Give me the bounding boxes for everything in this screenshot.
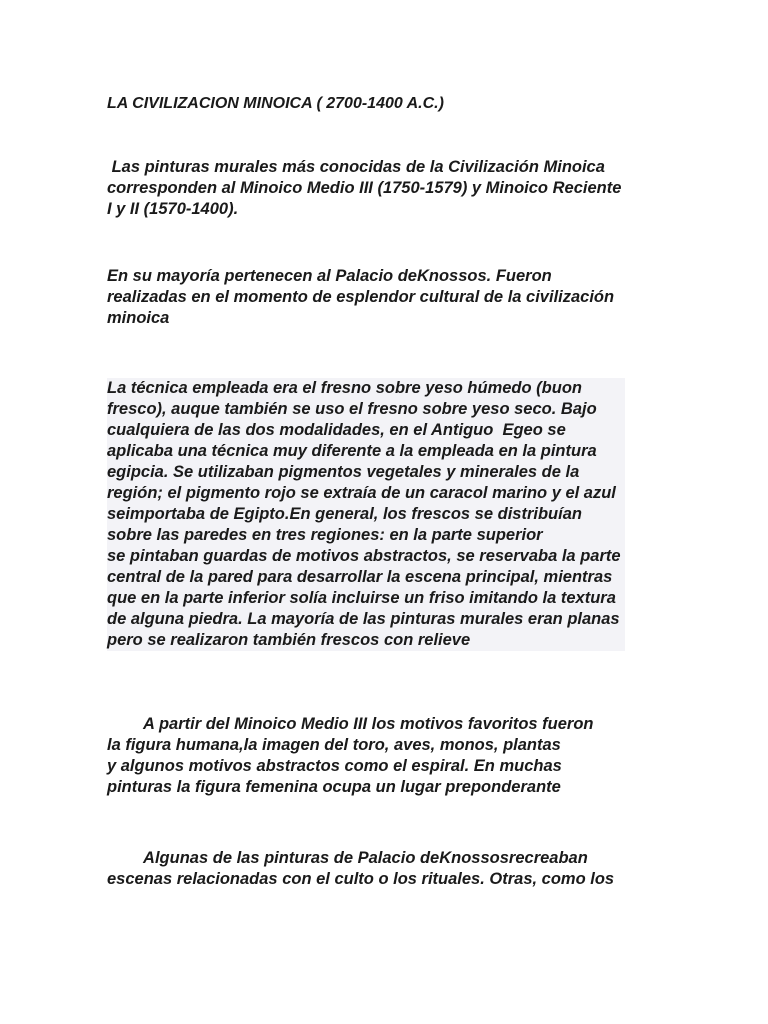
- paragraph-line: y algunos motivos abstractos como el espiral. En muchas: [107, 757, 562, 775]
- paragraph-line: En su mayoría pertenecen al Palacio deKnossos. Fueron: [107, 267, 552, 285]
- paragraph-3: [107, 378, 625, 651]
- paragraph-line: región; el pigmento rojo se extraía de un caracol marino y el azul: [107, 484, 616, 502]
- paragraph-line: de alguna piedra. La mayoría de las pinturas murales eran planas: [107, 610, 620, 628]
- paragraph-line: la figura humana,la imagen del toro, aves, monos, plantas: [107, 736, 561, 754]
- paragraph-line: cualquiera de las dos modalidades, en el Antiguo Egeo se: [107, 421, 566, 439]
- paragraph-line: La técnica empleada era el fresno sobre yeso húmedo (buon: [107, 379, 582, 397]
- paragraph-line: pinturas la figura femenina ocupa un lugar preponderante: [107, 778, 561, 796]
- paragraph-line: aplicaba una técnica muy diferente a la empleada en la pintura: [107, 442, 597, 460]
- paragraph-line: sobre las paredes en tres regiones: en la parte superior: [107, 526, 543, 544]
- paragraph-line: egipcia. Se utilizaban pigmentos vegetales y minerales de la: [107, 463, 580, 481]
- paragraph-line: central de la pared para desarrollar la escena principal, mientras: [107, 568, 613, 586]
- paragraph-line: I y II (1570-1400).: [107, 200, 239, 218]
- paragraph-line: seimportaba de Egipto.En general, los frescos se distribuían: [107, 505, 582, 523]
- paragraph-line: Algunas de las pinturas de Palacio deKnossosrecreaban: [107, 849, 588, 867]
- paragraph-5: [107, 848, 614, 890]
- document-title: [107, 93, 444, 114]
- paragraph-line: corresponden al Minoico Medio III (1750-1579) y Minoico Reciente: [107, 179, 622, 197]
- paragraph-1: [107, 157, 621, 220]
- title-text: LA CIVILIZACION MINOICA ( 2700-1400 A.C.): [107, 95, 444, 112]
- paragraph-line: fresco), auque también se uso el fresno sobre yeso seco. Bajo: [107, 400, 597, 418]
- paragraph-line: se pintaban guardas de motivos abstractos, se reservaba la parte: [107, 547, 621, 565]
- paragraph-line: que en la parte inferior solía incluirse un friso imitando la textura: [107, 589, 616, 607]
- paragraph-4: [107, 714, 594, 798]
- paragraph-line: minoica: [107, 309, 170, 327]
- paragraph-line: pero se realizaron también frescos con relieve: [107, 631, 471, 649]
- paragraph-line: escenas relacionadas con el culto o los rituales. Otras, como los: [107, 870, 615, 888]
- paragraph-2: [107, 266, 614, 329]
- paragraph-line: realizadas en el momento de esplendor cultural de la civilización: [107, 288, 615, 306]
- paragraph-line: Las pinturas murales más conocidas de la Civilización Minoica: [107, 158, 605, 176]
- paragraph-line: A partir del Minoico Medio III los motivos favoritos fueron: [107, 715, 594, 733]
